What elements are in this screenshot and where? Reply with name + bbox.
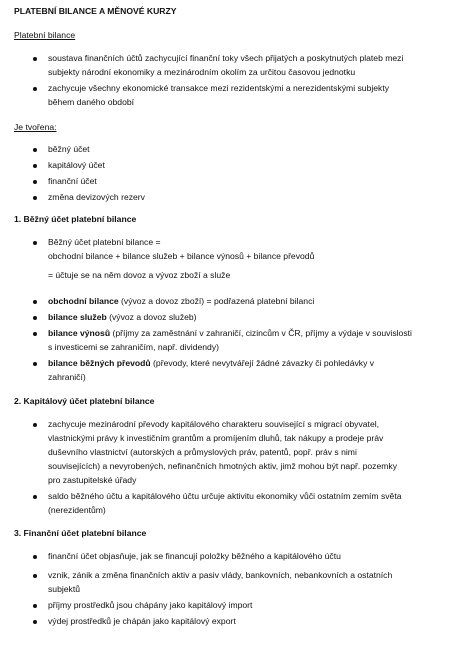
- section2-bullet-1-line-3: duševního vlastnictví (autorských a průmyslových práv, patentů, popř. práv s nimi: [48, 447, 357, 457]
- section3-bullet-2-line-1: vznik, zánik a změna finančních aktiv a pasiv vlády, bankovních, nebankovních a ostatních: [48, 570, 393, 580]
- composition-item: finanční účet: [48, 176, 97, 186]
- intro-bullet-2-line-1: zachycuje všechny ekonomické transakce mezi rezidentskými a nerezidentskými subjekty: [48, 83, 390, 93]
- bullet-dot: [33, 148, 37, 152]
- bullet-dot: [33, 180, 37, 184]
- bullet-dot: [33, 362, 37, 366]
- item-term: bilance běžných převodů: [48, 358, 151, 368]
- composition-item: kapitálový účet: [48, 160, 105, 170]
- section3-bullet-4: výdej prostředků je chápán jako kapitálový export: [48, 616, 236, 626]
- composition-item: změna devizových rezerv: [48, 192, 145, 202]
- section1-formula-line-2: obchodní bilance + bilance služeb + bilance výnosů + bilance převodů: [48, 251, 315, 261]
- section1-item-services-balance: [48, 311, 197, 324]
- section1-heading: 1. Běžný účet platební bilance: [14, 214, 137, 224]
- bullet-dot: [33, 620, 37, 624]
- bullet-dot: [33, 300, 37, 304]
- page-title: PLATEBNÍ BILANCE A MĚNOVÉ KURZY: [14, 6, 177, 16]
- item-text: (příjmy za zaměstnání v zahraničí, cizincům v ČR, příjmy a výdaje v souvislosti: [110, 328, 412, 338]
- section2-bullet-1-line-1: zachycuje mezinárodní převody kapitálového charakteru související s migrací obyvatel,: [48, 419, 380, 429]
- bullet-dot: [33, 241, 37, 245]
- section2-bullet-2-line-2: (nerezidentům): [48, 505, 106, 515]
- section2-heading: 2. Kapitálový účet platební bilance: [14, 396, 155, 406]
- section1-formula-line-1: Běžný účet platební bilance =: [48, 237, 161, 247]
- section2-bullet-1-line-2: vlastnickými právy k investičním grantům a promíjením dluhů, tak nákupy a prodeje práv: [48, 433, 384, 443]
- bullet-dot: [33, 423, 37, 427]
- composition-item: běžný účet: [48, 144, 90, 154]
- item-text: (převody, které nevytvářejí žádné závazky či pohledávky v: [150, 358, 375, 368]
- intro-bullet-1-line-1: soustava finančních účtů zachycující finanční toky všech přijatých a poskytnutých plateb mezi: [48, 53, 404, 63]
- bullet-dot: [33, 495, 37, 499]
- bullet-dot: [33, 332, 37, 336]
- section3-heading: 3. Finanční účet platební bilance: [14, 528, 147, 538]
- bullet-dot: [33, 604, 37, 608]
- section3-bullet-1: finanční účet objasňuje, jak se financují položky běžného a kapitálového účtu: [48, 551, 341, 561]
- item-term: obchodní bilance: [48, 296, 119, 306]
- item-text: (vývoz a dovoz zboží) = podřazená platební bilanci: [118, 296, 315, 306]
- bullet-dot: [33, 57, 37, 61]
- section2-bullet-2-line-1: saldo běžného účtu a kapitálového účtu určuje aktivitu ekonomiky vůči ostatním zemím světa: [48, 491, 402, 501]
- bullet-dot: [33, 316, 37, 320]
- section1-item-income-balance: [48, 327, 412, 340]
- intro-bullet-1-line-2: subjekty národní ekonomiky a mezinárodním okolím za určitou časovou jednotku: [48, 67, 356, 77]
- section3-bullet-2-line-2: subjektů: [48, 584, 81, 594]
- section1-item-income-balance-cont: s investicemi se zahraničím, např. dividendy): [48, 342, 219, 352]
- composition-heading: Je tvořena:: [14, 122, 57, 132]
- bullet-dot: [33, 574, 37, 578]
- section1-formula-note: = účtuje se na něm dovoz a vývoz zboží a služe: [48, 270, 231, 280]
- intro-heading: Platební bilance: [14, 30, 76, 40]
- section2-bullet-1-line-4: souvisejících) a nevyrobených, nefinančních hmotných aktiv, jimž mohou být např. pozemky: [48, 461, 398, 471]
- bullet-dot: [33, 196, 37, 200]
- section3-bullet-3: příjmy prostředků jsou chápány jako kapitálový import: [48, 600, 253, 610]
- bullet-dot: [33, 87, 37, 91]
- bullet-dot: [33, 555, 37, 559]
- intro-bullet-2-line-2: během daného období: [48, 97, 135, 107]
- item-term: bilance služeb: [48, 312, 107, 322]
- section1-item-trade-balance: [48, 295, 314, 308]
- section2-bullet-1-line-5: pro zastupitelské úřady: [48, 475, 137, 485]
- section1-item-transfers-balance: [48, 357, 374, 370]
- item-term: bilance výnosů: [48, 328, 111, 338]
- bullet-dot: [33, 164, 37, 168]
- item-text: (vývoz a dovoz služeb): [106, 312, 197, 322]
- section1-item-transfers-balance-cont: zahraničí): [48, 372, 86, 382]
